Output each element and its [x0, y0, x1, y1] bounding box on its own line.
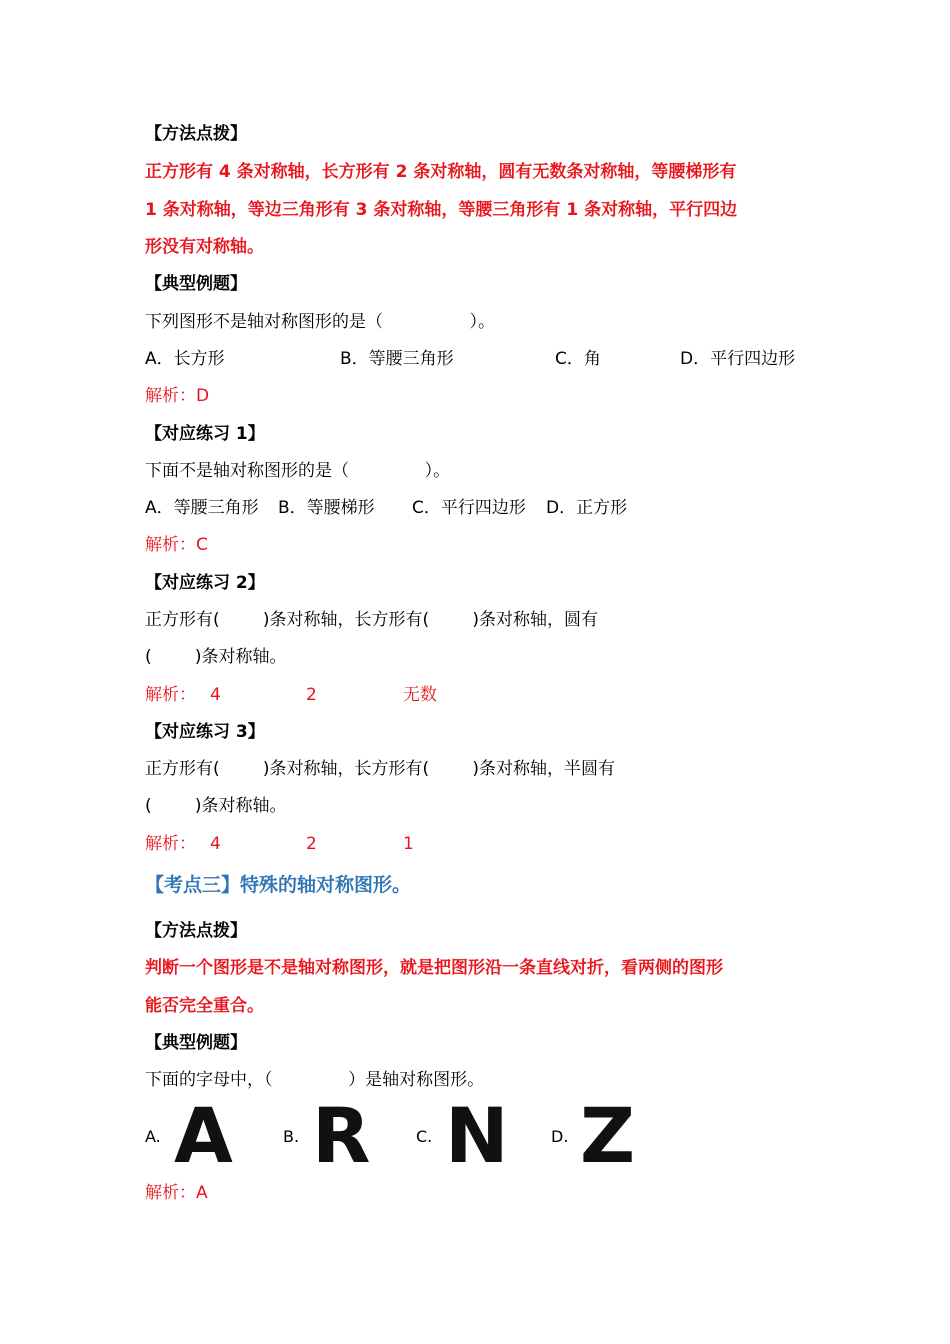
- letter-option-b-label: B.: [283, 1127, 300, 1146]
- exercise-2-answer-2: 2: [306, 685, 317, 705]
- letter-option-a-label: A.: [145, 1127, 161, 1146]
- exercise-1-option-c: C．平行四边形: [412, 498, 526, 518]
- exercise-1-question: 下面不是轴对称图形的是（ ）。: [145, 461, 451, 481]
- example-answer: 解析：D: [145, 386, 210, 406]
- exercise-2-answer-3: 无数: [403, 685, 437, 705]
- exercise-1-option-a: A．等腰三角形: [145, 498, 259, 518]
- letter-a-image: A: [174, 1091, 233, 1180]
- exercise-2-answer-label: 解析：: [145, 685, 196, 705]
- example-option-b: B．等腰三角形: [340, 349, 454, 369]
- letter-option-c-label: C.: [416, 1127, 433, 1146]
- section-3-method-line-1: 判断一个图形是不是轴对称图形，就是把图形沿一条直线对折，看两侧的图形: [145, 958, 723, 978]
- exercise-3-heading: 【对应练习 3】: [145, 722, 265, 742]
- section-3-example-answer: 解析：A: [145, 1183, 208, 1203]
- exercise-2-answer-1: 4: [210, 685, 221, 705]
- method-line-3: 形没有对称轴。: [145, 237, 264, 257]
- example-question: 下列图形不是轴对称图形的是（ ）。: [145, 312, 495, 332]
- method-line-2: 1 条对称轴，等边三角形有 3 条对称轴，等腰三角形有 1 条对称轴，平行四边: [145, 200, 738, 220]
- exercise-2-line-2: ( )条对称轴。: [145, 647, 287, 667]
- method-heading: 【方法点拨】: [145, 124, 247, 144]
- letter-z-image: Z: [580, 1091, 636, 1180]
- section-3-method-heading: 【方法点拨】: [145, 921, 247, 941]
- exercise-2-line-1: 正方形有( )条对称轴，长方形有( )条对称轴，圆有: [145, 610, 598, 630]
- section-3-example-question: 下面的字母中，（ ）是轴对称图形。: [145, 1070, 485, 1090]
- exercise-1-heading: 【对应练习 1】: [145, 424, 265, 444]
- exercise-3-answer-3: 1: [403, 834, 414, 854]
- exercise-3-answer-1: 4: [210, 834, 221, 854]
- section-3-method-line-2: 能否完全重合。: [145, 996, 264, 1016]
- section-3-title: 【考点三】特殊的轴对称图形。: [145, 874, 412, 896]
- exercise-1-answer: 解析：C: [145, 535, 208, 555]
- exercise-1-option-b: B．等腰梯形: [278, 498, 375, 518]
- letter-n-image: N: [445, 1091, 509, 1180]
- letter-r-image: R: [312, 1091, 371, 1180]
- example-option-c: C．角: [555, 349, 601, 369]
- example-option-d: D．平行四边形: [680, 349, 796, 369]
- letter-option-d-label: D.: [551, 1127, 569, 1146]
- example-heading: 【典型例题】: [145, 274, 247, 294]
- method-line-1: 正方形有 4 条对称轴，长方形有 2 条对称轴，圆有无数条对称轴，等腰梯形有: [145, 162, 737, 182]
- section-3-example-heading: 【典型例题】: [145, 1033, 247, 1053]
- exercise-3-answer-2: 2: [306, 834, 317, 854]
- exercise-3-line-2: ( )条对称轴。: [145, 796, 287, 816]
- exercise-3-line-1: 正方形有( )条对称轴，长方形有( )条对称轴，半圆有: [145, 759, 615, 779]
- exercise-3-answer-label: 解析：: [145, 834, 196, 854]
- exercise-2-heading: 【对应练习 2】: [145, 573, 265, 593]
- example-option-a: A．长方形: [145, 349, 225, 369]
- exercise-1-option-d: D．正方形: [546, 498, 628, 518]
